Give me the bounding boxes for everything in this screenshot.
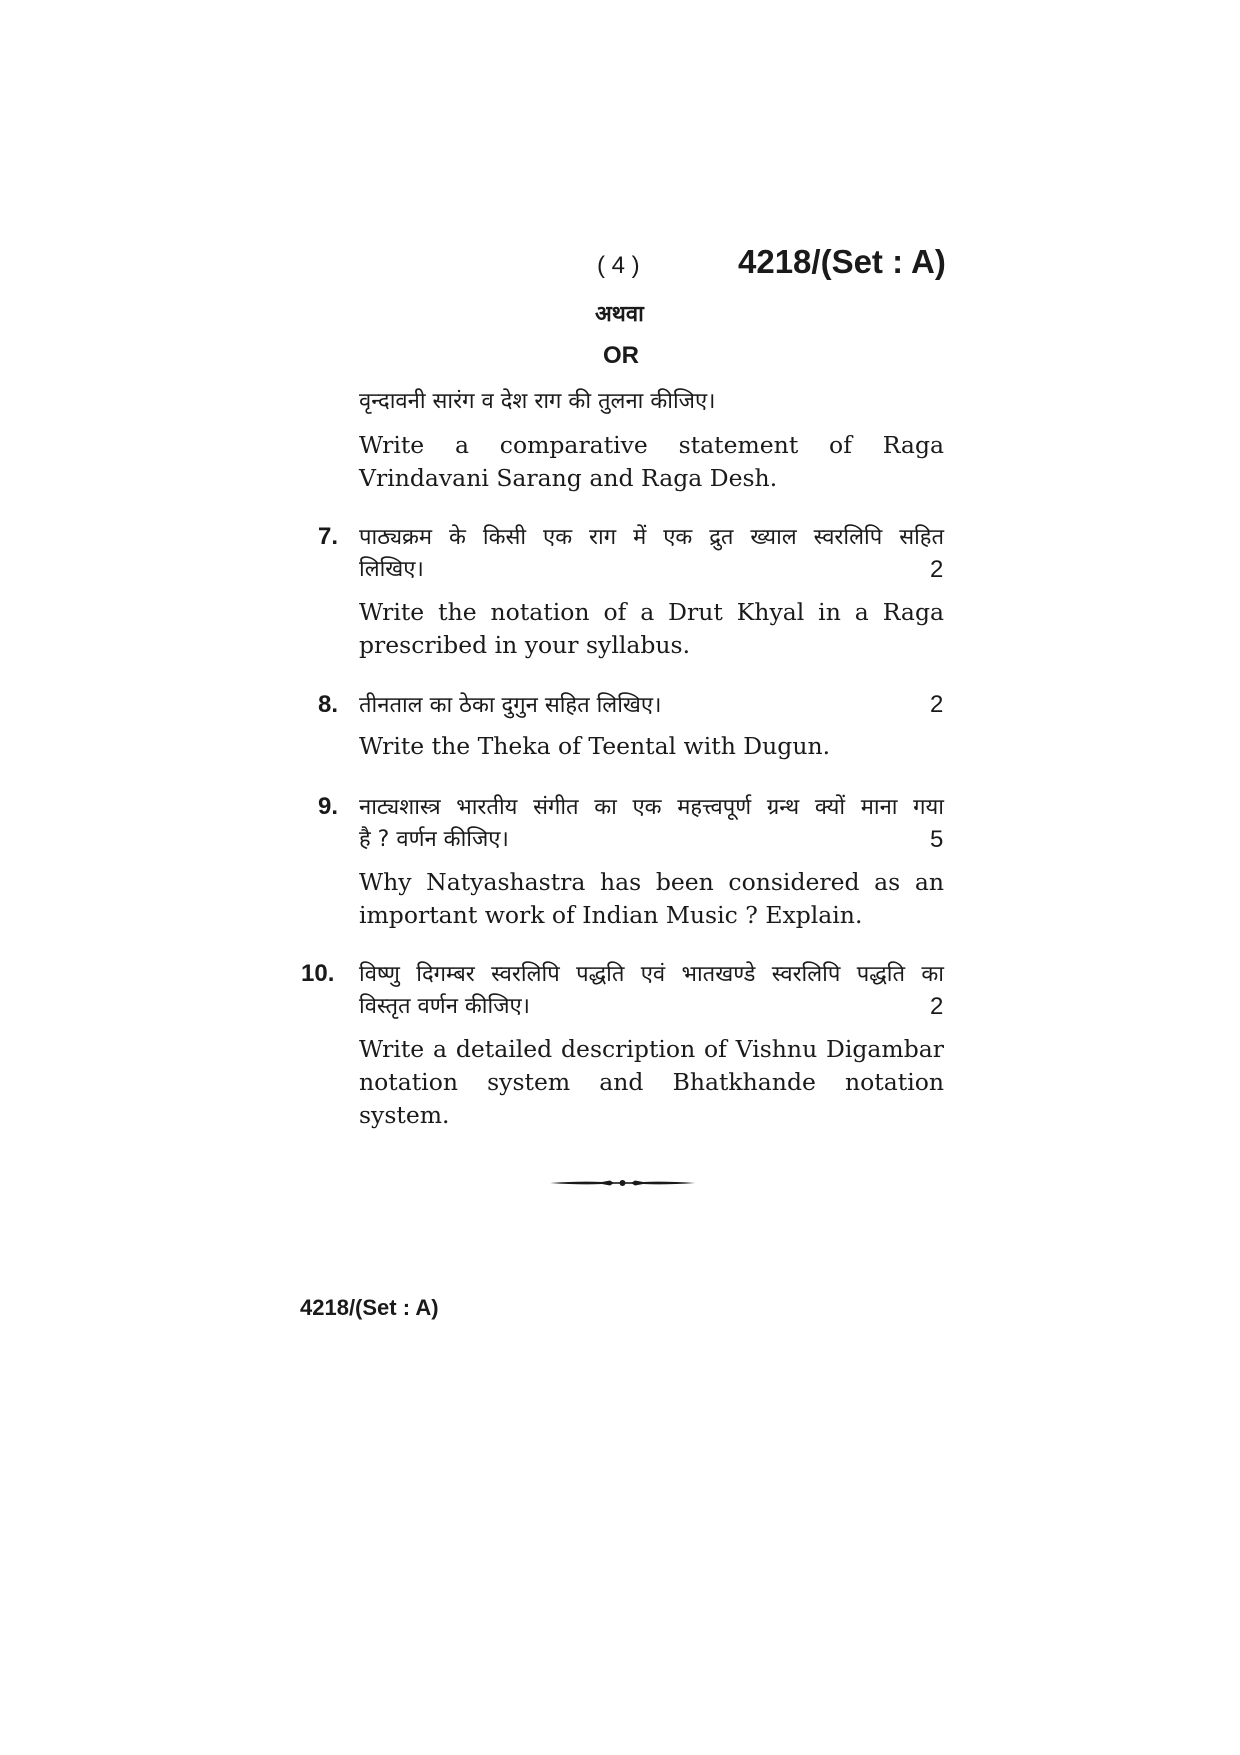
paper-code-footer: 4218/(Set : A) xyxy=(300,1295,439,1320)
q6-or-english: Write a comparative statement of Raga Vrindavani Sarang and Raga Desh. xyxy=(359,431,944,492)
or-label: OR xyxy=(603,342,639,369)
q10-english: Write a detailed description of Vishnu Digambar notation system and Bhatkhande notation system. xyxy=(359,1035,944,1129)
question-number-7: 7. xyxy=(318,523,339,550)
q7-marks: 2 xyxy=(930,556,944,583)
question-number-8: 8. xyxy=(318,691,339,718)
end-ornament-divider xyxy=(550,1175,695,1191)
q10-hindi-line2: विस्तृत वर्णन कीजिए। xyxy=(359,994,531,1019)
q7-hindi-line2: लिखिए। xyxy=(359,557,424,582)
q8-english: Write the Theka of Teental with Dugun. xyxy=(359,732,831,760)
q9-hindi-line2: है ? वर्णन कीजिए। xyxy=(359,827,509,852)
question-number-10: 10. xyxy=(301,960,335,987)
q8-hindi-line1: तीनताल का ठेका दुगुन सहित लिखिए। xyxy=(359,693,662,718)
q7-hindi-line1: पाठ्यक्रम के किसी एक राग में एक द्रुत ख्याल स्वरलिपि सहित xyxy=(359,525,944,550)
q6-or-hindi: वृन्दावनी सारंग व देश राग की तुलना कीजिए। xyxy=(359,389,716,414)
q8-marks: 2 xyxy=(930,691,944,718)
q10-hindi-line1: विष्णु दिगम्बर स्वरलिपि पद्धति एवं भातखण्डे स्वरलिपि पद्धति का xyxy=(359,962,944,987)
paper-code-header: 4218/(Set : A) xyxy=(738,243,946,280)
q9-hindi-line1: नाट्यशास्त्र भारतीय संगीत का एक महत्त्वपूर्ण ग्रन्थ क्यों माना गया xyxy=(359,795,944,820)
q10-marks: 2 xyxy=(930,993,944,1020)
q7-english: Write the notation of a Drut Khyal in a Raga prescribed in your syllabus. xyxy=(359,598,944,659)
q9-marks: 5 xyxy=(930,826,944,853)
q9-english: Why Natyashastra has been considered as an important work of Indian Music ? Explain. xyxy=(359,868,944,929)
athva-label: अथवा xyxy=(595,302,644,327)
page-number: ( 4 ) xyxy=(597,252,640,279)
question-number-9: 9. xyxy=(318,793,339,820)
